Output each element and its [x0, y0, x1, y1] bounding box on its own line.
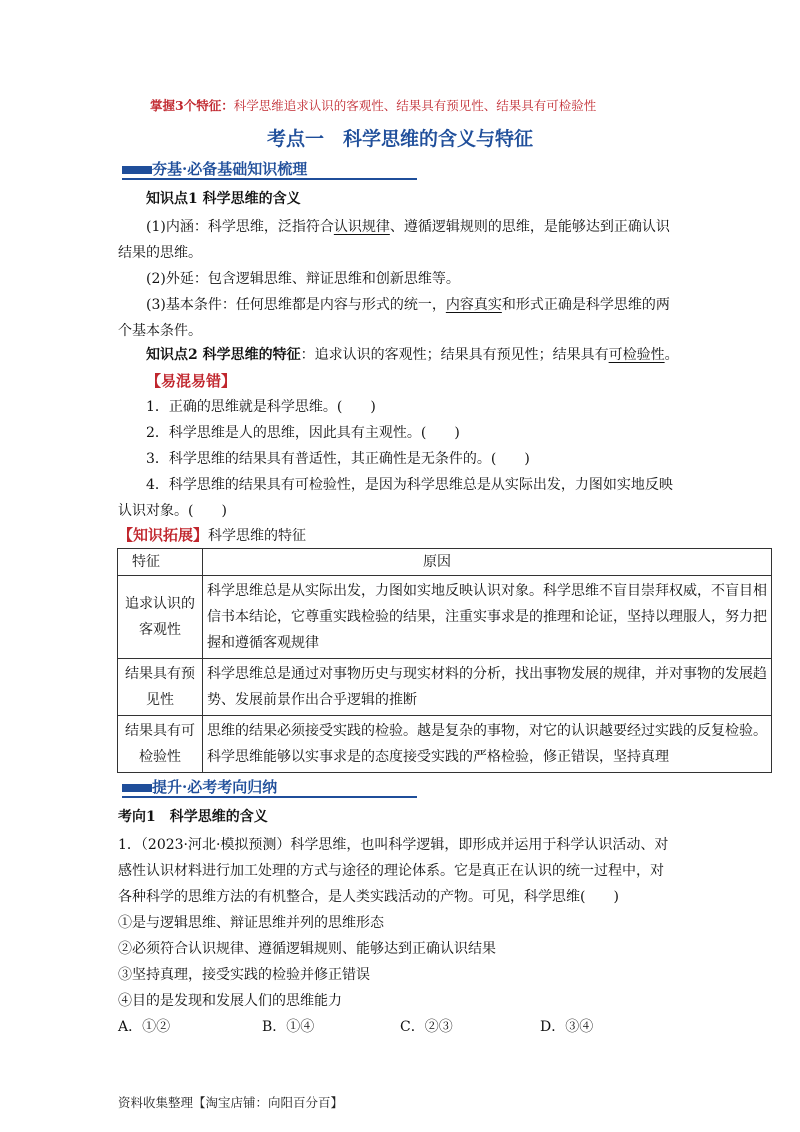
table-header-feature: 特征	[118, 549, 203, 576]
page-title: 考点一 科学思维的含义与特征	[266, 128, 533, 150]
kp2-text-b: 。	[664, 347, 679, 363]
choice-a: A．①②	[118, 1019, 171, 1035]
focus-label: 掌握3个特征：	[150, 98, 234, 113]
kp2-line	[146, 342, 679, 368]
table-cell-reason: 思维的结果必须接受实践的检验。越是复杂的事物，对它的认识越要经过实践的反复检验。科学思维能够以实事求是的态度接受实践的严格检验，修正错误，坚持真理	[203, 716, 772, 773]
band-bar	[122, 166, 152, 174]
option-4: ④目的是发现和发展人们的思维能力	[118, 993, 342, 1009]
band-rule	[122, 796, 417, 798]
table-cell-reason: 科学思维总是通过对事物历史与现实材料的分析，找出事物发展的规律，并对事物的发展趋势、发展前景作出合乎逻辑的推断	[203, 659, 772, 716]
table-header-row	[118, 549, 772, 576]
option-2: ②必须符合认识规律、遵循逻辑规则、能够达到正确认识结果	[118, 941, 496, 957]
table-row	[118, 576, 772, 659]
kp1-p3-text-b: 和形式正确是科学思维的两	[501, 297, 670, 313]
kp1-p1-text-a: (1)内涵：科学思维，泛指符合	[146, 219, 334, 235]
features-table	[117, 548, 772, 773]
kp2-underline: 可检验性	[608, 347, 665, 363]
band-rule	[122, 178, 417, 180]
option-1: ①是与逻辑思维、辩证思维并列的思维形态	[118, 915, 384, 931]
confuse-item-1: 1．正确的思维就是科学思维。( )	[146, 399, 376, 415]
focus-text: 科学思维追求认识的客观性、结果具有预见性、结果具有可检验性	[233, 98, 597, 113]
kp1-heading: 知识点1 科学思维的含义	[146, 191, 301, 207]
kp1-p3-underline: 内容真实	[445, 297, 502, 313]
confuse-item-2: 2．科学思维是人的思维，因此具有主观性。( )	[146, 425, 460, 441]
choice-c: C．②③	[400, 1019, 453, 1035]
table-header-reason: 原因	[203, 549, 772, 576]
choice-d: D．③④	[540, 1019, 594, 1035]
kp2-heading: 知识点2 科学思维的特征	[146, 347, 301, 363]
footer-text: 资料收集整理【淘宝店铺：向阳百分百】	[118, 1095, 344, 1110]
option-3: ③坚持真理，接受实践的检验并修正错误	[118, 967, 370, 983]
extend-title: 科学思维的特征	[208, 528, 307, 544]
table-cell-feature: 追求认识的客观性	[118, 576, 203, 659]
band-title: 夯基·必备基础知识梳理	[152, 160, 308, 178]
table-cell-reason: 科学思维总是从实际出发，力图如实地反映认识对象。科学思维不盲目崇拜权威，不盲目相信书本结论，它尊重实践检验的结果，注重实事求是的推理和论证，坚持以理服人，努力把握和遵循客观规律	[203, 576, 772, 659]
section-band-basics	[122, 158, 417, 180]
confuse-item-4-line2: 认识对象。( )	[118, 503, 227, 519]
extend-label: 【知识拓展】	[118, 526, 209, 544]
table-cell-feature: 结果具有可检验性	[118, 716, 203, 773]
question-line-1: 1．（2023·河北·模拟预测）科学思维，也叫科学逻辑，即形成并运用于科学认识活动、对	[118, 837, 669, 853]
kp1-p3-text-a: (3)基本条件：任何思维都是内容与形式的统一，	[146, 297, 446, 313]
question-line-2: 感性认识材料进行加工处理的方式与途径的理论体系。它是真正在认识的统一过程中，对	[118, 863, 664, 879]
band-title: 提升·必考考向归纳	[152, 778, 278, 796]
band-bar	[122, 784, 152, 792]
kp1-p1-line1	[146, 214, 670, 240]
confuse-item-3: 3．科学思维的结果具有普适性，其正确性是无条件的。( )	[146, 451, 530, 467]
confuse-label: 【易混易错】	[146, 372, 237, 390]
direction-heading: 考向1 科学思维的含义	[118, 809, 268, 825]
extend-line	[118, 522, 306, 549]
kp1-p1-text-b: 、遵循逻辑规则的思维，是能够达到正确认识	[389, 219, 670, 235]
question-line-3: 各种科学的思维方法的有机整合，是人类实践活动的产物。可见，科学思维( )	[118, 889, 619, 905]
choice-b: B．①④	[262, 1019, 315, 1035]
kp1-p1-underline: 认识规律	[333, 219, 390, 235]
confuse-item-4-line1: 4．科学思维的结果具有可检验性，是因为科学思维总是从实际出发，力图如实地反映	[146, 477, 673, 493]
table-cell-feature: 结果具有预见性	[118, 659, 203, 716]
kp2-text-a: ：追求认识的客观性；结果具有预见性；结果具有	[300, 347, 609, 363]
table-row	[118, 716, 772, 773]
focus-line	[150, 96, 596, 114]
kp1-p3-line2: 个基本条件。	[118, 323, 202, 339]
kp1-p2: (2)外延：包含逻辑思维、辩证思维和创新思维等。	[146, 271, 460, 287]
kp1-p3-line1	[146, 292, 670, 318]
kp1-p1-line2: 结果的思维。	[118, 245, 202, 261]
section-band-exam	[122, 776, 417, 798]
table-row	[118, 659, 772, 716]
